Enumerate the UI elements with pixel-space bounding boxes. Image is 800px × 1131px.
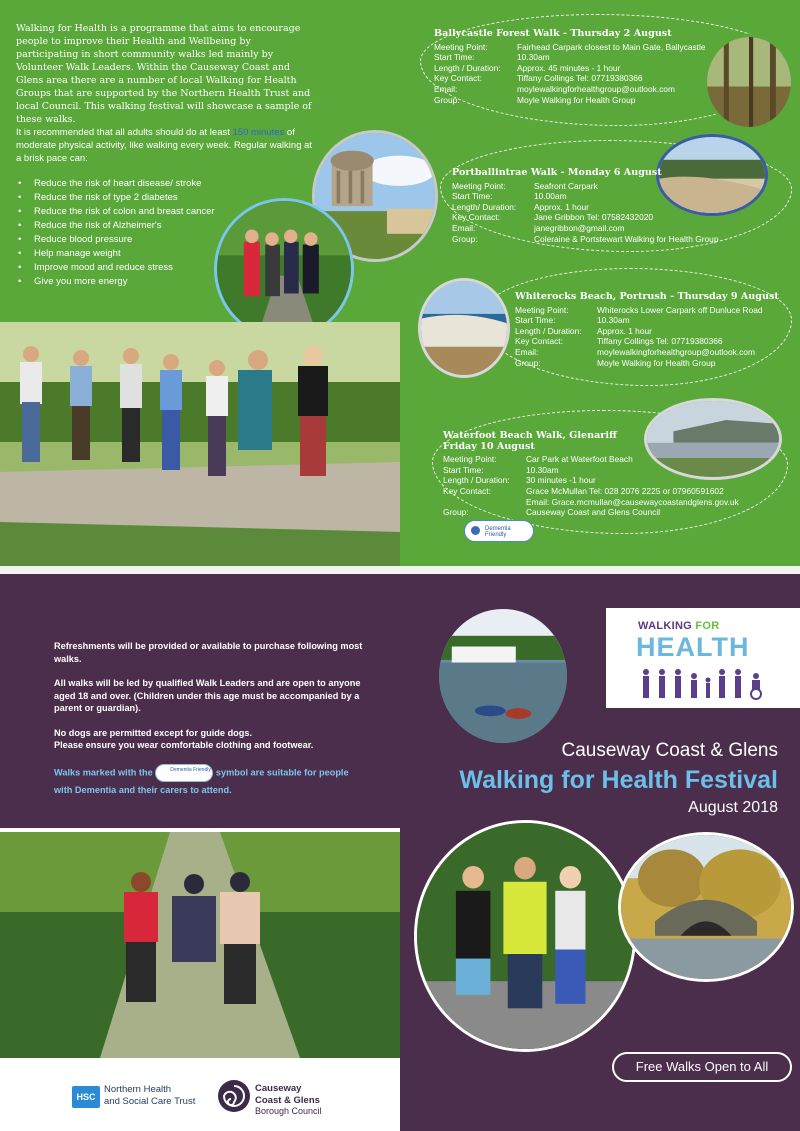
- forest-photo: [704, 34, 794, 130]
- dementia-flower-icon: [471, 526, 480, 535]
- walkers-photo-large: [0, 322, 400, 574]
- walk-field-value: Approx. 1 hour: [534, 201, 589, 212]
- dogs-note: No dogs are permitted except for guide dogs.: [54, 727, 253, 738]
- walkers-photo-small: [214, 198, 354, 340]
- walk-field-value: Approx. 1 hour: [597, 325, 652, 336]
- walk-field-value: Grace McMullan Tel: 028 2076 2225 or 07960591602: [526, 485, 724, 496]
- free-walks-badge: Free Walks Open to All: [612, 1052, 792, 1082]
- benefit-item: • Reduce the risk of colon and breast cancer: [16, 205, 246, 219]
- walk-field-label: Start Time:: [443, 464, 484, 475]
- benefit-item: • Reduce the risk of type 2 diabetes: [16, 191, 246, 205]
- hsc-line-2: and Social Care Trust: [104, 1096, 196, 1107]
- dementia-friendly-badge: [464, 520, 534, 542]
- walk-field-label: Email:: [515, 346, 539, 357]
- walk-field-label: Length/ Duration:: [452, 201, 517, 212]
- footer-logos: [0, 1058, 400, 1131]
- walk-field-value: Moyle Walking for Health Group: [597, 357, 716, 368]
- dementia-note-a: Walks marked with the: [54, 766, 153, 777]
- recommendation-text-a: It is recommended that all adults should do at least: [16, 127, 233, 138]
- benefit-item: • Give you more energy: [16, 275, 246, 289]
- intro-paragraph: Walking for Health is a programme that aims to encourage people to improve their Health and Wellbeing by participating in short community walks led mainly by Volunteer Walk Leaders. Within the Causeway Coast and Glens area there are a number of local Walking for Health Groups that are supported by the Northern Health Trust and local Council. This walking festival will showcase a sample of these walks.: [16, 23, 312, 125]
- walk-field-label: Key Contact:: [515, 336, 563, 347]
- logo-walking: WALKING: [638, 620, 693, 632]
- walkers-silhouette-icon: [640, 666, 768, 702]
- walk-field-value: Tiffany Collings Tel: 07719380366: [517, 73, 643, 84]
- logo-health-text: HEALTH: [636, 632, 750, 662]
- walk-field-label: [443, 497, 526, 508]
- path-walkers-photo: [0, 832, 400, 1058]
- walk-date: Friday 10 August: [443, 440, 535, 452]
- walk-field-value: janegribbon@gmail.com: [534, 222, 625, 233]
- walk-field-label: Start Time:: [434, 52, 475, 63]
- walk-field-value: Approx. 45 minutes - 1 hour: [517, 62, 621, 73]
- refreshments-note: Refreshments will be provided or available to purchase following most walks.: [54, 641, 363, 664]
- walk-listing: [452, 168, 718, 244]
- walk-field-label: Key Contact:: [443, 485, 491, 496]
- walk-field-label: Key Contact:: [452, 212, 500, 223]
- walk-field-value: Causeway Coast and Glens Council: [526, 507, 661, 518]
- walk-listing: [515, 292, 779, 368]
- festival-date: August 2018: [688, 799, 778, 816]
- info-text: [54, 640, 364, 810]
- benefits-list: [16, 177, 246, 289]
- walk-field-value: moylewalkingforhealthgroup@outlook.com: [597, 346, 755, 357]
- dementia-badge-label: Dementia Friendly: [170, 766, 211, 773]
- council-line-2: Coast & Glens: [255, 1094, 320, 1106]
- walk-title: Ballycastle Forest Walk - Thursday 2 August: [434, 28, 672, 39]
- hsc-line-1: Northern Health: [104, 1084, 172, 1095]
- walk-field-value: 10.30am: [597, 315, 630, 326]
- walk-title: Whiterocks Beach, Portrush - Thursday 9 August: [515, 291, 779, 302]
- walk-field-value: Coleraine & Portstewart Walking for Health Group: [534, 233, 719, 244]
- walk-field-label: Key Contact:: [434, 73, 482, 84]
- walk-field-label: Meeting Point:: [515, 304, 569, 315]
- council-swirl-icon: [218, 1080, 250, 1112]
- benefit-item: • Reduce the risk of Alzheimer's: [16, 219, 246, 233]
- walk-field-label: Length / Duration:: [443, 475, 510, 486]
- recommendation-text-b: of moderate physical activity, like walking every week. Regular walking at a brisk pace can:: [16, 127, 313, 164]
- walk-field-value: Jane Gribbon Tel: 07582432020: [534, 212, 654, 223]
- walk-field-label: Group:: [434, 94, 460, 105]
- activity-recommendation: [16, 126, 316, 165]
- festival-region: Causeway Coast & Glens: [561, 740, 778, 761]
- council-line-1: Causeway: [255, 1083, 302, 1094]
- walk-field-value: Car Park at Waterfoot Beach: [526, 454, 633, 465]
- logo-walking-text: [638, 620, 720, 632]
- hsc-trust-name: [104, 1084, 195, 1108]
- walk-title: Portballintrae Walk - Monday 6 August: [452, 167, 662, 178]
- walking-for-health-logo: [606, 608, 800, 708]
- walk-field-label: Email:: [452, 222, 476, 233]
- bridge-photo: [618, 832, 794, 982]
- dementia-friendly-badge: [155, 764, 213, 782]
- dementia-note: [54, 764, 364, 798]
- hsc-logo: HSC: [72, 1086, 100, 1108]
- council-name: [255, 1083, 322, 1117]
- benefit-item: • Reduce the risk of heart disease/ stroke: [16, 177, 246, 191]
- clothing-note: Please ensure you wear comfortable clothing and footwear.: [54, 740, 314, 750]
- benefit-item: • Improve mood and reduce stress: [16, 261, 246, 275]
- walk-field-label: Email:: [434, 83, 458, 94]
- walk-title: Waterfoot Beach Walk, Glenariff: [443, 430, 617, 441]
- walk-field-value: 10.00am: [534, 191, 567, 202]
- bottom-panel: [0, 574, 800, 1131]
- harbour-photo: [436, 606, 570, 746]
- walk-field-value: 10.30am: [526, 464, 559, 475]
- benefit-item: • Reduce blood pressure: [16, 233, 246, 247]
- festival-title: Walking for Health Festival: [459, 766, 778, 794]
- dementia-note-b: symbol are suitable for people with Dementia and their carers to attend.: [54, 766, 349, 795]
- walk-field-label: Group:: [443, 507, 469, 518]
- walk-field-label: Meeting Point:: [443, 454, 497, 465]
- benefit-item: • Help manage weight: [16, 247, 246, 261]
- walk-field-value: moylewalkingforhealthgroup@outlook.com: [517, 83, 675, 94]
- festival-walkers-photo: [414, 820, 636, 1052]
- whiterocks-photo: [418, 278, 510, 378]
- walk-field-value: Email: Grace.mcmullan@causewaycoastandglens.gov.uk: [526, 496, 739, 507]
- walk-field-value: Fairhead Carpark closest to Main Gate, Ballycastle: [517, 41, 706, 52]
- walk-listing: [443, 431, 739, 518]
- council-line-3: Borough Council: [255, 1106, 322, 1116]
- walk-field-value: Tiffany Collings Tel: 07719380366: [597, 336, 723, 347]
- walk-field-value: 10.30am: [517, 52, 550, 63]
- walk-field-value: Moyle Walking for Health Group: [517, 94, 636, 105]
- walk-field-label: Group:: [452, 233, 478, 244]
- walk-field-label: Start Time:: [515, 315, 556, 326]
- walk-listing: [434, 29, 706, 105]
- walk-field-label: Length / Duration:: [434, 62, 501, 73]
- walk-field-value: Seafront Carpark: [534, 180, 598, 191]
- logo-for: FOR: [695, 620, 720, 632]
- walk-field-label: Length / Duration:: [515, 325, 582, 336]
- walk-field-label: Meeting Point:: [434, 41, 488, 52]
- walk-field-label: Group:: [515, 357, 541, 368]
- walk-field-label: Meeting Point:: [452, 180, 506, 191]
- walk-field-value: 30 minutes -1 hour: [526, 475, 596, 486]
- walk-field-label: Start Time:: [452, 191, 493, 202]
- leaders-note: All walks will be led by qualified Walk Leaders and are open to anyone aged 18 and over. (Children under this age must be accompanied by a parent or guardian).: [54, 678, 361, 713]
- dementia-badge-label: Dementia Friendly: [485, 526, 511, 538]
- recommendation-highlight: 150 minutes: [232, 127, 285, 138]
- walk-field-value: Whiterocks Lower Carpark off Dunluce Road: [597, 304, 763, 315]
